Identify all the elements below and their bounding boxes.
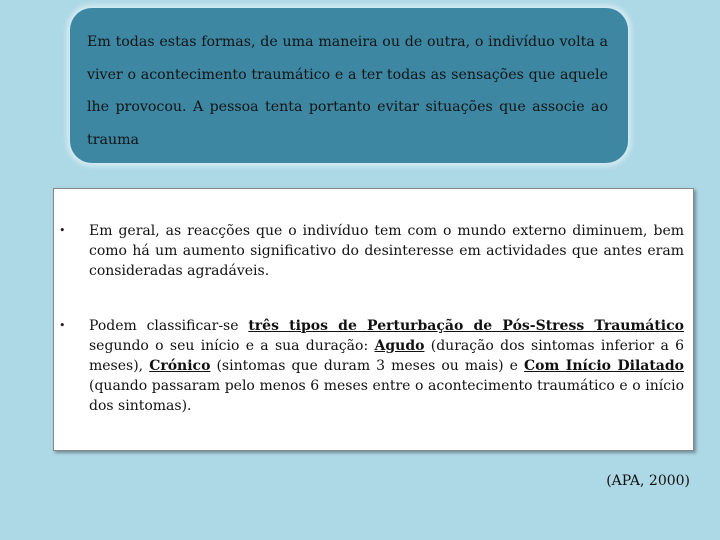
acute-description: (duração dos sintomas inferior a 6 meses), xyxy=(89,338,685,374)
acute-term: Agudo xyxy=(374,338,425,354)
bullet-marker: • xyxy=(59,224,66,237)
delayed-onset-term: Com Início Dilatado xyxy=(524,358,684,374)
delayed-onset-description: (quando passaram pelo menos 6 meses entre o acontecimento traumático e o início dos sintomas). xyxy=(89,378,684,414)
citation: (APA, 2000) xyxy=(606,473,690,489)
chronic-description: (sintomas que duram 3 meses ou mais) e xyxy=(210,358,525,374)
bullet-text: Em geral, as reacções que o indivíduo tem com o mundo externo diminuem, bem como há um aumento significativo do desinteresse em actividades que antes eram consideradas agradáveis. xyxy=(89,223,684,279)
summary-callout-box xyxy=(70,8,628,163)
chronic-term: Crónico xyxy=(149,358,211,374)
bullet-text-onset: segundo o seu início e a sua duração: xyxy=(89,338,375,354)
ptsd-types-term: três tipos de Perturbação de Pós-Stress Traumático xyxy=(248,318,684,334)
bullet-item-ptsd-types xyxy=(59,316,685,416)
content-box xyxy=(53,188,694,451)
bullet-marker: • xyxy=(59,319,66,332)
bullet-item-social-withdrawal xyxy=(59,221,684,281)
bullet-text-intro: Podem classificar-se xyxy=(89,318,249,334)
summary-callout-text: Em todas estas formas, de uma maneira ou de outra, o indivíduo volta a viver o acontecimento traumático e a ter todas as sensações que aquele lhe provocou. A pessoa tenta portanto evitar situações que associe ao trauma xyxy=(87,34,608,148)
